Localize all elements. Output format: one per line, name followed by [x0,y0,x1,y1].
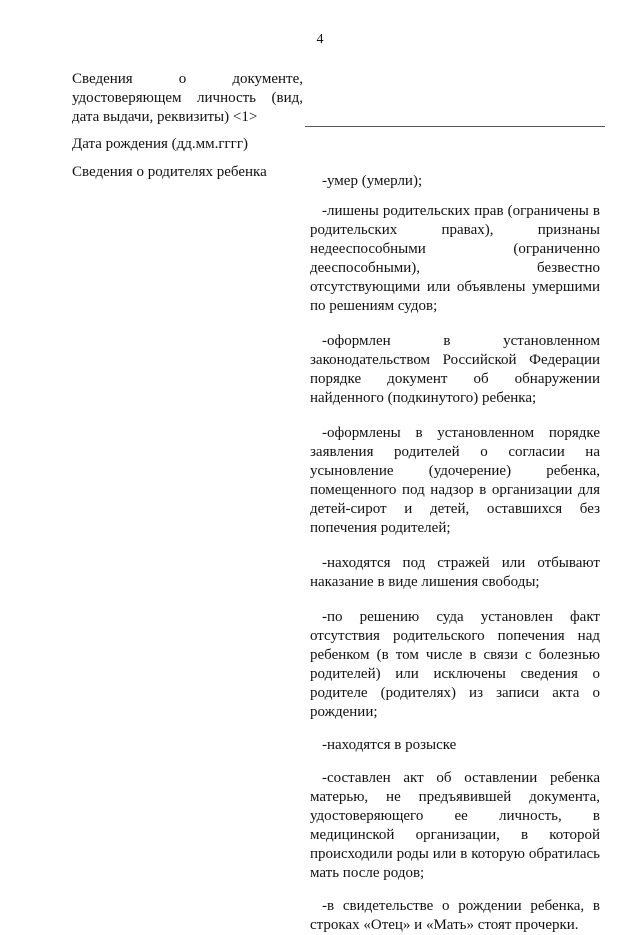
parent-status-item: -лишены родительских прав (ограничены в родительских правах), признаны недееспособными (ограниченно дееспособными), безвестно отсутствующими или объявлены умершими по решениям судов; [310,203,600,314]
document-info-label: Сведения о документе, удостоверяющем личность (вид, дата выдачи, реквизиты) <1> [72,71,303,125]
parent-status-item: -умер (умерли); [322,173,423,189]
document-info-fill-line [305,126,605,127]
parent-status-item: -находятся под стражей или отбывают наказание в виде лишения свободы; [310,555,600,590]
parents-info-label: Сведения о родителях ребенка [72,164,267,180]
parent-status-item: -по решению суда установлен факт отсутствия родительского попечения над ребенком (в том числе в связи с болезнью родителей) или исключены сведения о родителе (родителях) из записи акта о рождении; [310,609,600,720]
parent-status-item: -оформлены в установленном порядке заявления родителей о согласии на усыновление (удочерение) ребенка, помещенного под надзор в организации для детей-сирот и детей, оставшихся без попечения родителей; [310,425,600,536]
parent-status-item: -в свидетельстве о рождении ребенка, в строках «Отец» и «Мать» стоят прочерки. [310,898,600,933]
parent-status-list [310,172,600,935]
parent-status-item: -составлен акт об оставлении ребенка матерью, не предъявившей документа, удостоверяющего ее личность, в медицинской организации, в которой происходили роды или в которую обратилась мать после родов; [310,770,600,881]
parent-status-item: -находятся в розыске [322,737,457,753]
page-number: 4 [316,32,324,47]
birth-date-label: Дата рождения (дд.мм.гггг) [72,136,248,152]
parent-status-item: -оформлен в установленном законодательством Российской Федерации порядке документ об обнаружении найденного (подкинутого) ребенка; [310,333,600,406]
